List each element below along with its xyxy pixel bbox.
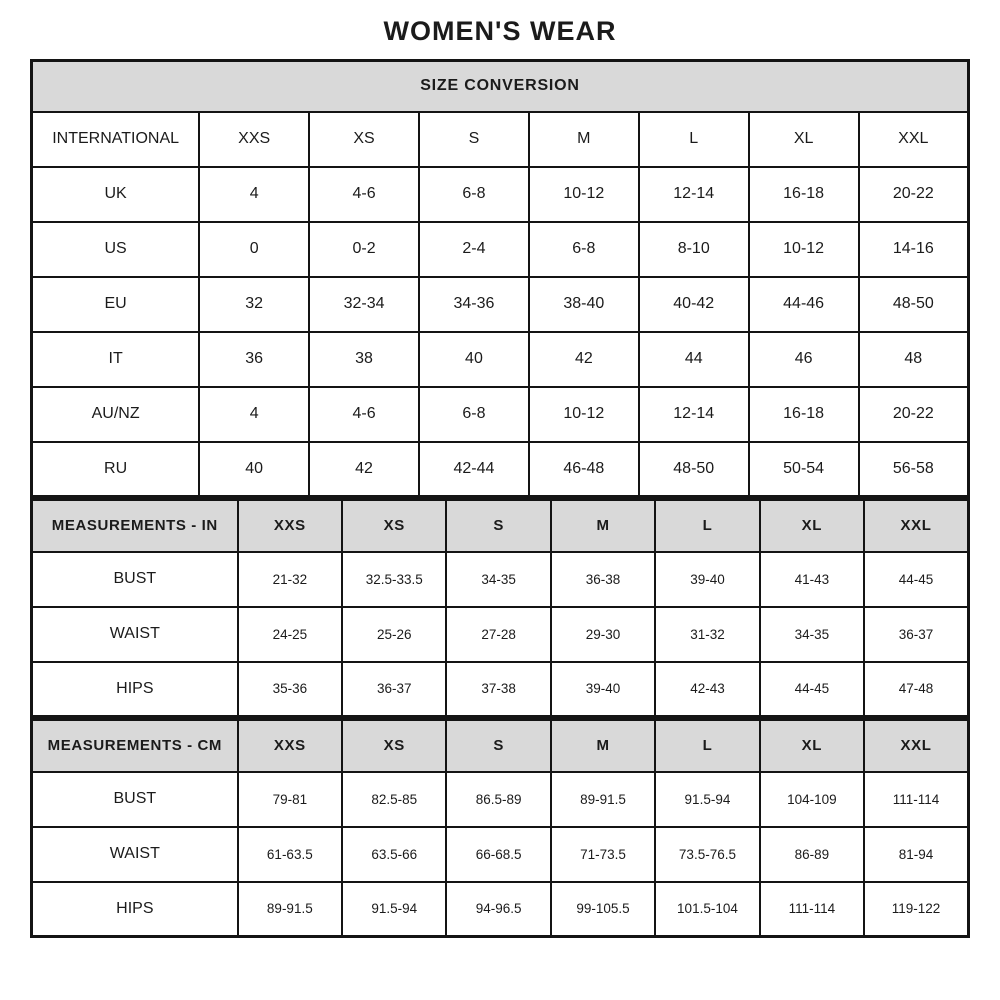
size_conversion-cell: 48 bbox=[859, 332, 969, 387]
size_conversion-banner-row bbox=[32, 61, 969, 112]
measurements_cm-cell: 119-122 bbox=[864, 882, 968, 937]
size_conversion-row-label: UK bbox=[32, 167, 200, 222]
measurements_in-size-header-xl: XL bbox=[760, 500, 864, 552]
measurements_cm-cell: 81-94 bbox=[864, 827, 968, 882]
measurements_in-cell: 34-35 bbox=[760, 607, 864, 662]
size_conversion-cell: 40-42 bbox=[639, 277, 749, 332]
size_conversion-cell: 42 bbox=[309, 442, 419, 497]
size_conversion-cell: 34-36 bbox=[419, 277, 529, 332]
measurements_cm-size-header-xxl: XXL bbox=[864, 720, 968, 772]
size_conversion-size-header-xxl: XXL bbox=[859, 112, 969, 167]
size_conversion-cell: 4 bbox=[199, 387, 309, 442]
measurements_in-cell: 47-48 bbox=[864, 662, 968, 717]
size_conversion-row-ru bbox=[32, 442, 969, 497]
measurements_in-cell: 44-45 bbox=[864, 552, 968, 607]
measurements_cm-cell: 91.5-94 bbox=[655, 772, 759, 827]
measurements_cm-size-header-m: M bbox=[551, 720, 655, 772]
measurements_in-size-header-l: L bbox=[655, 500, 759, 552]
size_conversion-cell: 50-54 bbox=[749, 442, 859, 497]
measurements_in-cell: 35-36 bbox=[238, 662, 342, 717]
size_conversion-cell: 40 bbox=[419, 332, 529, 387]
measurements_in-row-waist bbox=[32, 607, 969, 662]
size_conversion-cell: 44-46 bbox=[749, 277, 859, 332]
measurements_cm-cell: 94-96.5 bbox=[446, 882, 550, 937]
measurements_in-row-label: BUST bbox=[32, 552, 238, 607]
size_conversion-cell: 2-4 bbox=[419, 222, 529, 277]
size_conversion-cell: 32 bbox=[199, 277, 309, 332]
size_conversion-cell: 12-14 bbox=[639, 387, 749, 442]
measurements_in-cell: 36-38 bbox=[551, 552, 655, 607]
size_conversion-cell: 16-18 bbox=[749, 167, 859, 222]
measurements_in-corner-label: MEASUREMENTS - IN bbox=[32, 500, 238, 552]
measurements_cm-cell: 66-68.5 bbox=[446, 827, 550, 882]
measurements_cm-cell: 91.5-94 bbox=[342, 882, 446, 937]
size_conversion-row-label: AU/NZ bbox=[32, 387, 200, 442]
size_conversion-banner-title: SIZE CONVERSION bbox=[32, 61, 969, 112]
size_conversion-size-header-xl: XL bbox=[749, 112, 859, 167]
size_conversion-cell: 12-14 bbox=[639, 167, 749, 222]
size_conversion-cell: 42 bbox=[529, 332, 639, 387]
measurements_cm-size-header-xl: XL bbox=[760, 720, 864, 772]
measurements_cm-size-header-l: L bbox=[655, 720, 759, 772]
size_conversion-cell: 0-2 bbox=[309, 222, 419, 277]
measurements_cm-size-header-xxs: XXS bbox=[238, 720, 342, 772]
size_conversion-header-row bbox=[32, 112, 969, 167]
size_conversion-cell: 10-12 bbox=[529, 167, 639, 222]
measurements_in-cell: 32.5-33.5 bbox=[342, 552, 446, 607]
size_conversion-cell: 36 bbox=[199, 332, 309, 387]
size_conversion-cell: 4-6 bbox=[309, 167, 419, 222]
size_conversion-cell: 6-8 bbox=[419, 387, 529, 442]
measurements_in-cell: 36-37 bbox=[342, 662, 446, 717]
measurements_in-cell: 36-37 bbox=[864, 607, 968, 662]
measurements_in-cell: 27-28 bbox=[446, 607, 550, 662]
size_conversion-cell: 10-12 bbox=[749, 222, 859, 277]
measurements_cm-cell: 71-73.5 bbox=[551, 827, 655, 882]
measurements_in-cell: 39-40 bbox=[551, 662, 655, 717]
size_conversion-row-label: IT bbox=[32, 332, 200, 387]
measurements_in-cell: 42-43 bbox=[655, 662, 759, 717]
measurements_in-cell: 24-25 bbox=[238, 607, 342, 662]
size_conversion-cell: 46-48 bbox=[529, 442, 639, 497]
size_conversion-cell: 10-12 bbox=[529, 387, 639, 442]
measurements_cm-row-hips bbox=[32, 882, 969, 937]
measurements_in-cell: 29-30 bbox=[551, 607, 655, 662]
size_conversion-row-it bbox=[32, 332, 969, 387]
measurements_cm-cell: 82.5-85 bbox=[342, 772, 446, 827]
size_conversion-cell: 38 bbox=[309, 332, 419, 387]
measurements_in-cell: 39-40 bbox=[655, 552, 759, 607]
measurements_in-cell: 31-32 bbox=[655, 607, 759, 662]
measurements_cm-size-header-s: S bbox=[446, 720, 550, 772]
size_conversion-cell: 20-22 bbox=[859, 167, 969, 222]
size_conversion-cell: 0 bbox=[199, 222, 309, 277]
measurements_cm-corner-label: MEASUREMENTS - CM bbox=[32, 720, 238, 772]
measurements-cm-table bbox=[30, 718, 970, 938]
size_conversion-cell: 6-8 bbox=[419, 167, 529, 222]
size_conversion-cell: 48-50 bbox=[859, 277, 969, 332]
size_conversion-cell: 20-22 bbox=[859, 387, 969, 442]
size_conversion-cell: 14-16 bbox=[859, 222, 969, 277]
measurements_in-cell: 25-26 bbox=[342, 607, 446, 662]
measurements_cm-cell: 63.5-66 bbox=[342, 827, 446, 882]
page-title: WOMEN'S WEAR bbox=[383, 16, 617, 46]
measurements_in-size-header-xxs: XXS bbox=[238, 500, 342, 552]
measurements_in-cell: 34-35 bbox=[446, 552, 550, 607]
size_conversion-size-header-l: L bbox=[639, 112, 749, 167]
measurements_cm-cell: 73.5-76.5 bbox=[655, 827, 759, 882]
size_conversion-cell: 6-8 bbox=[529, 222, 639, 277]
size_conversion-row-us bbox=[32, 222, 969, 277]
measurements_cm-cell: 61-63.5 bbox=[238, 827, 342, 882]
measurements_cm-row-label: HIPS bbox=[32, 882, 238, 937]
size_conversion-size-header-s: S bbox=[419, 112, 529, 167]
measurements_cm-cell: 79-81 bbox=[238, 772, 342, 827]
measurements_cm-cell: 101.5-104 bbox=[655, 882, 759, 937]
size_conversion-row-label: RU bbox=[32, 442, 200, 497]
size_conversion-cell: 48-50 bbox=[639, 442, 749, 497]
measurements_cm-row-label: WAIST bbox=[32, 827, 238, 882]
size_conversion-size-header-m: M bbox=[529, 112, 639, 167]
size_conversion-corner-label: INTERNATIONAL bbox=[32, 112, 200, 167]
measurements_cm-cell: 99-105.5 bbox=[551, 882, 655, 937]
size_conversion-cell: 4 bbox=[199, 167, 309, 222]
size_conversion-cell: 44 bbox=[639, 332, 749, 387]
size_conversion-row-uk bbox=[32, 167, 969, 222]
measurements_in-row-bust bbox=[32, 552, 969, 607]
size_conversion-cell: 56-58 bbox=[859, 442, 969, 497]
size_conversion-cell: 32-34 bbox=[309, 277, 419, 332]
measurements_cm-row-bust bbox=[32, 772, 969, 827]
size_conversion-cell: 40 bbox=[199, 442, 309, 497]
size_conversion-row-eu bbox=[32, 277, 969, 332]
measurements_cm-cell: 111-114 bbox=[864, 772, 968, 827]
measurements_in-size-header-m: M bbox=[551, 500, 655, 552]
size_conversion-row-label: EU bbox=[32, 277, 200, 332]
measurements_in-cell: 37-38 bbox=[446, 662, 550, 717]
size-conversion-table bbox=[30, 59, 970, 498]
size_conversion-cell: 4-6 bbox=[309, 387, 419, 442]
measurements_in-cell: 41-43 bbox=[760, 552, 864, 607]
measurements_in-cell: 21-32 bbox=[238, 552, 342, 607]
measurements_cm-header-row bbox=[32, 720, 969, 772]
size_conversion-size-header-xs: XS bbox=[309, 112, 419, 167]
measurements_cm-cell: 86.5-89 bbox=[446, 772, 550, 827]
measurements_cm-row-waist bbox=[32, 827, 969, 882]
size_conversion-size-header-xxs: XXS bbox=[199, 112, 309, 167]
size_conversion-row-label: US bbox=[32, 222, 200, 277]
measurements_in-row-label: HIPS bbox=[32, 662, 238, 717]
measurements_cm-cell: 89-91.5 bbox=[238, 882, 342, 937]
measurements_in-row-label: WAIST bbox=[32, 607, 238, 662]
measurements_in-size-header-xxl: XXL bbox=[864, 500, 968, 552]
measurements_cm-cell: 89-91.5 bbox=[551, 772, 655, 827]
measurements-in-table bbox=[30, 498, 970, 718]
size_conversion-cell: 8-10 bbox=[639, 222, 749, 277]
size_conversion-cell: 42-44 bbox=[419, 442, 529, 497]
measurements_cm-cell: 86-89 bbox=[760, 827, 864, 882]
size_conversion-row-au-nz bbox=[32, 387, 969, 442]
measurements_cm-row-label: BUST bbox=[32, 772, 238, 827]
measurements_in-size-header-xs: XS bbox=[342, 500, 446, 552]
measurements_in-row-hips bbox=[32, 662, 969, 717]
size_conversion-cell: 38-40 bbox=[529, 277, 639, 332]
measurements_cm-size-header-xs: XS bbox=[342, 720, 446, 772]
measurements_cm-cell: 111-114 bbox=[760, 882, 864, 937]
measurements_in-cell: 44-45 bbox=[760, 662, 864, 717]
measurements_cm-cell: 104-109 bbox=[760, 772, 864, 827]
measurements_in-header-row bbox=[32, 500, 969, 552]
measurements_in-size-header-s: S bbox=[446, 500, 550, 552]
size_conversion-cell: 16-18 bbox=[749, 387, 859, 442]
size_conversion-cell: 46 bbox=[749, 332, 859, 387]
